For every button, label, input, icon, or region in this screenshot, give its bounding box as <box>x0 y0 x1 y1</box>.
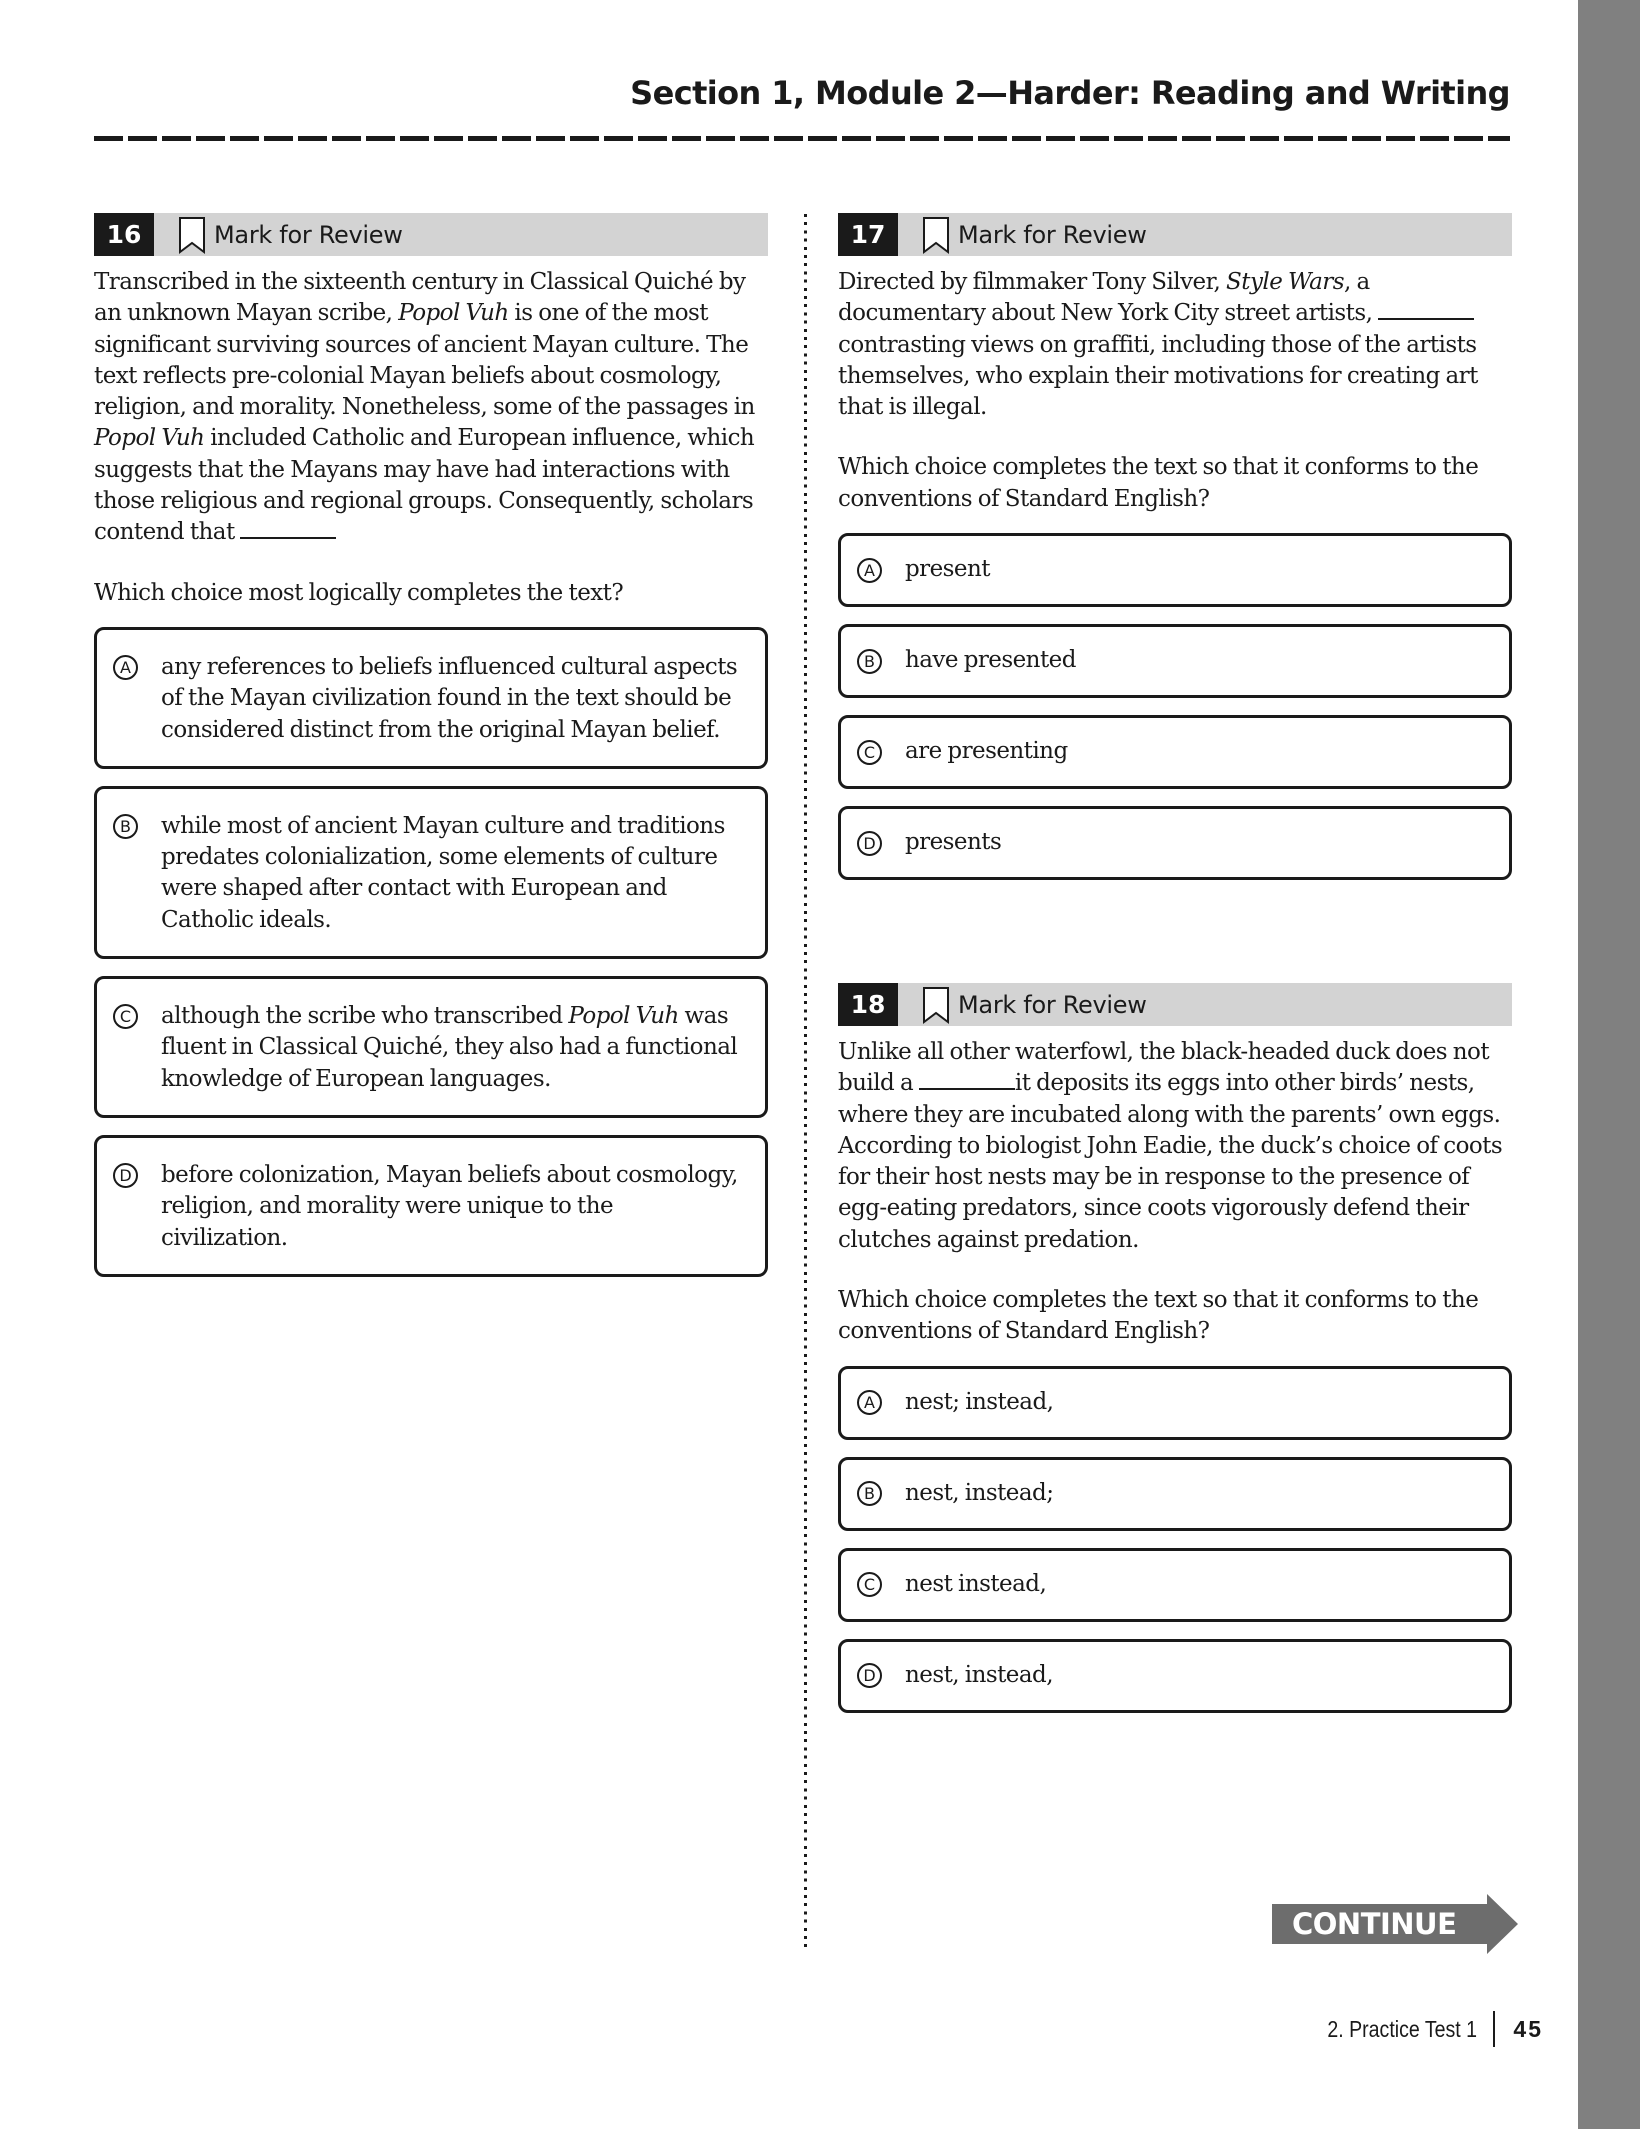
page-number: 45 <box>1513 2015 1543 2042</box>
answer-blank <box>1378 298 1474 320</box>
question-16 <box>94 213 768 1294</box>
answer-blank <box>240 517 336 539</box>
passage-text: it deposits its eggs into other birds’ nests, where they are incubated along with the parents’ own eggs. According to biologist John Eadie, the duck’s choice of coots for their host nests may be in response to the presence of egg-eating predators, since coots vigorously defend their clutches against predation. <box>838 1070 1503 1253</box>
choice-text: presents <box>905 829 1002 856</box>
question-17 <box>838 213 1512 897</box>
continue-button[interactable] <box>1272 1894 1518 1954</box>
question-number: 18 <box>838 983 898 1026</box>
column-divider <box>804 214 807 1952</box>
choice-letter-icon: D <box>857 1663 882 1688</box>
choice-text: present <box>905 556 990 583</box>
passage-text: Transcribed in the sixteenth century in Classical Quiché by an unknown Mayan scribe, <box>94 269 746 327</box>
choice-text: while most of ancient Mayan culture and traditions predates colonialization, some elements of culture were shaped after contact with European and Catholic ideals. <box>161 812 725 933</box>
choice-text: nest, instead, <box>905 1662 1053 1689</box>
passage-italic-title: Style Wars <box>1226 269 1344 295</box>
question-prompt: Which choice completes the text so that it conforms to the conventions of Standard English? <box>838 454 1479 512</box>
choice-letter-icon: C <box>857 1572 882 1597</box>
choice-letter-icon: D <box>857 831 882 856</box>
choice-d[interactable] <box>94 1135 768 1277</box>
question-number: 16 <box>94 213 154 256</box>
choice-b[interactable] <box>838 1457 1512 1531</box>
choice-letter-icon: C <box>113 1004 138 1029</box>
passage-italic-title: Popol Vuh <box>94 425 205 452</box>
choice-d[interactable] <box>838 806 1512 880</box>
header-dashed-rule <box>94 136 1510 141</box>
choice-b[interactable] <box>838 624 1512 698</box>
question-prompt: Which choice most logically completes the text? <box>94 579 624 606</box>
choice-a[interactable] <box>94 627 768 769</box>
passage-text: is one of the most significant surviving sources of ancient Mayan culture. The text reflects pre-colonial Mayan beliefs about cosmology, religion, and morality. Nonetheless, some of the passages in <box>94 300 755 421</box>
choice-b[interactable] <box>94 786 768 959</box>
choice-a[interactable] <box>838 1366 1512 1440</box>
passage-text: contrasting views on graffiti, including those of the artists themselves, who explain their motivations for creating art that is illegal. <box>838 331 1478 421</box>
choice-text: nest instead, <box>905 1571 1047 1598</box>
question-header <box>94 213 768 256</box>
bookmark-icon[interactable] <box>922 986 950 1024</box>
choice-text: nest, instead; <box>905 1480 1054 1507</box>
footer-separator <box>1493 2011 1495 2047</box>
passage-text: , a documentary about New York City street artists, <box>838 269 1379 327</box>
choice-letter-icon: C <box>857 740 882 765</box>
question-passage <box>838 1037 1512 1256</box>
question-header <box>838 213 1512 256</box>
choice-c[interactable] <box>838 715 1512 789</box>
choice-letter-icon: B <box>113 814 138 839</box>
answer-choices <box>838 533 1512 880</box>
continue-label: CONTINUE <box>1292 1907 1457 1941</box>
bookmark-icon[interactable] <box>922 216 950 254</box>
passage-text: included Catholic and European influence, which suggests that the Mayans may have had interactions with those religious and regional groups. Consequently, scholars contend that <box>94 425 755 546</box>
choice-text: nest; instead, <box>905 1389 1054 1416</box>
chapter-label: 2. Practice Test 1 <box>1327 2015 1478 2042</box>
choice-text: have presented <box>905 647 1076 674</box>
answer-choices <box>94 627 768 1277</box>
chapter-side-tab <box>1578 0 1640 2129</box>
choice-c[interactable] <box>838 1548 1512 1622</box>
page-footer <box>1301 2011 1543 2047</box>
question-header <box>838 983 1512 1026</box>
choice-a[interactable] <box>838 533 1512 607</box>
choice-letter-icon: B <box>857 649 882 674</box>
mark-for-review-button[interactable]: Mark for Review <box>958 220 1147 249</box>
choice-letter-icon: A <box>857 558 882 583</box>
page-title: Section 1, Module 2—Harder: Reading and Writing <box>630 74 1510 112</box>
choice-text: although the scribe who transcribed Popol Vuh was fluent in Classical Quiché, they also had a functional knowledge of European languages. <box>161 1003 738 1092</box>
choice-c[interactable] <box>94 976 768 1118</box>
question-passage <box>94 267 768 549</box>
answer-choices <box>838 1366 1512 1713</box>
bookmark-icon[interactable] <box>178 216 206 254</box>
choice-letter-icon: D <box>113 1163 138 1188</box>
choice-d[interactable] <box>838 1639 1512 1713</box>
choice-text: before colonization, Mayan beliefs about cosmology, religion, and morality were unique to the civilization. <box>161 1161 738 1251</box>
question-prompt: Which choice completes the text so that it conforms to the conventions of Standard English? <box>838 1287 1479 1345</box>
passage-italic-title: Popol Vuh <box>398 300 509 327</box>
answer-blank <box>919 1068 1015 1090</box>
choice-letter-icon: B <box>857 1481 882 1506</box>
mark-for-review-button[interactable]: Mark for Review <box>214 220 403 249</box>
mark-for-review-button[interactable]: Mark for Review <box>958 990 1147 1019</box>
question-18 <box>838 983 1512 1730</box>
passage-text: Unlike all other waterfowl, the black-headed duck does not build a <box>838 1039 1490 1097</box>
passage-text: Directed by filmmaker Tony Silver, <box>838 269 1227 295</box>
choice-text: any references to beliefs influenced cultural aspects of the Mayan civilization found in the text should be considered distinct from the original Mayan belief. <box>161 653 738 743</box>
choice-letter-icon: A <box>857 1390 882 1415</box>
question-passage <box>838 267 1512 423</box>
choice-letter-icon: A <box>113 655 138 680</box>
question-number: 17 <box>838 213 898 256</box>
choice-text: are presenting <box>905 738 1068 765</box>
